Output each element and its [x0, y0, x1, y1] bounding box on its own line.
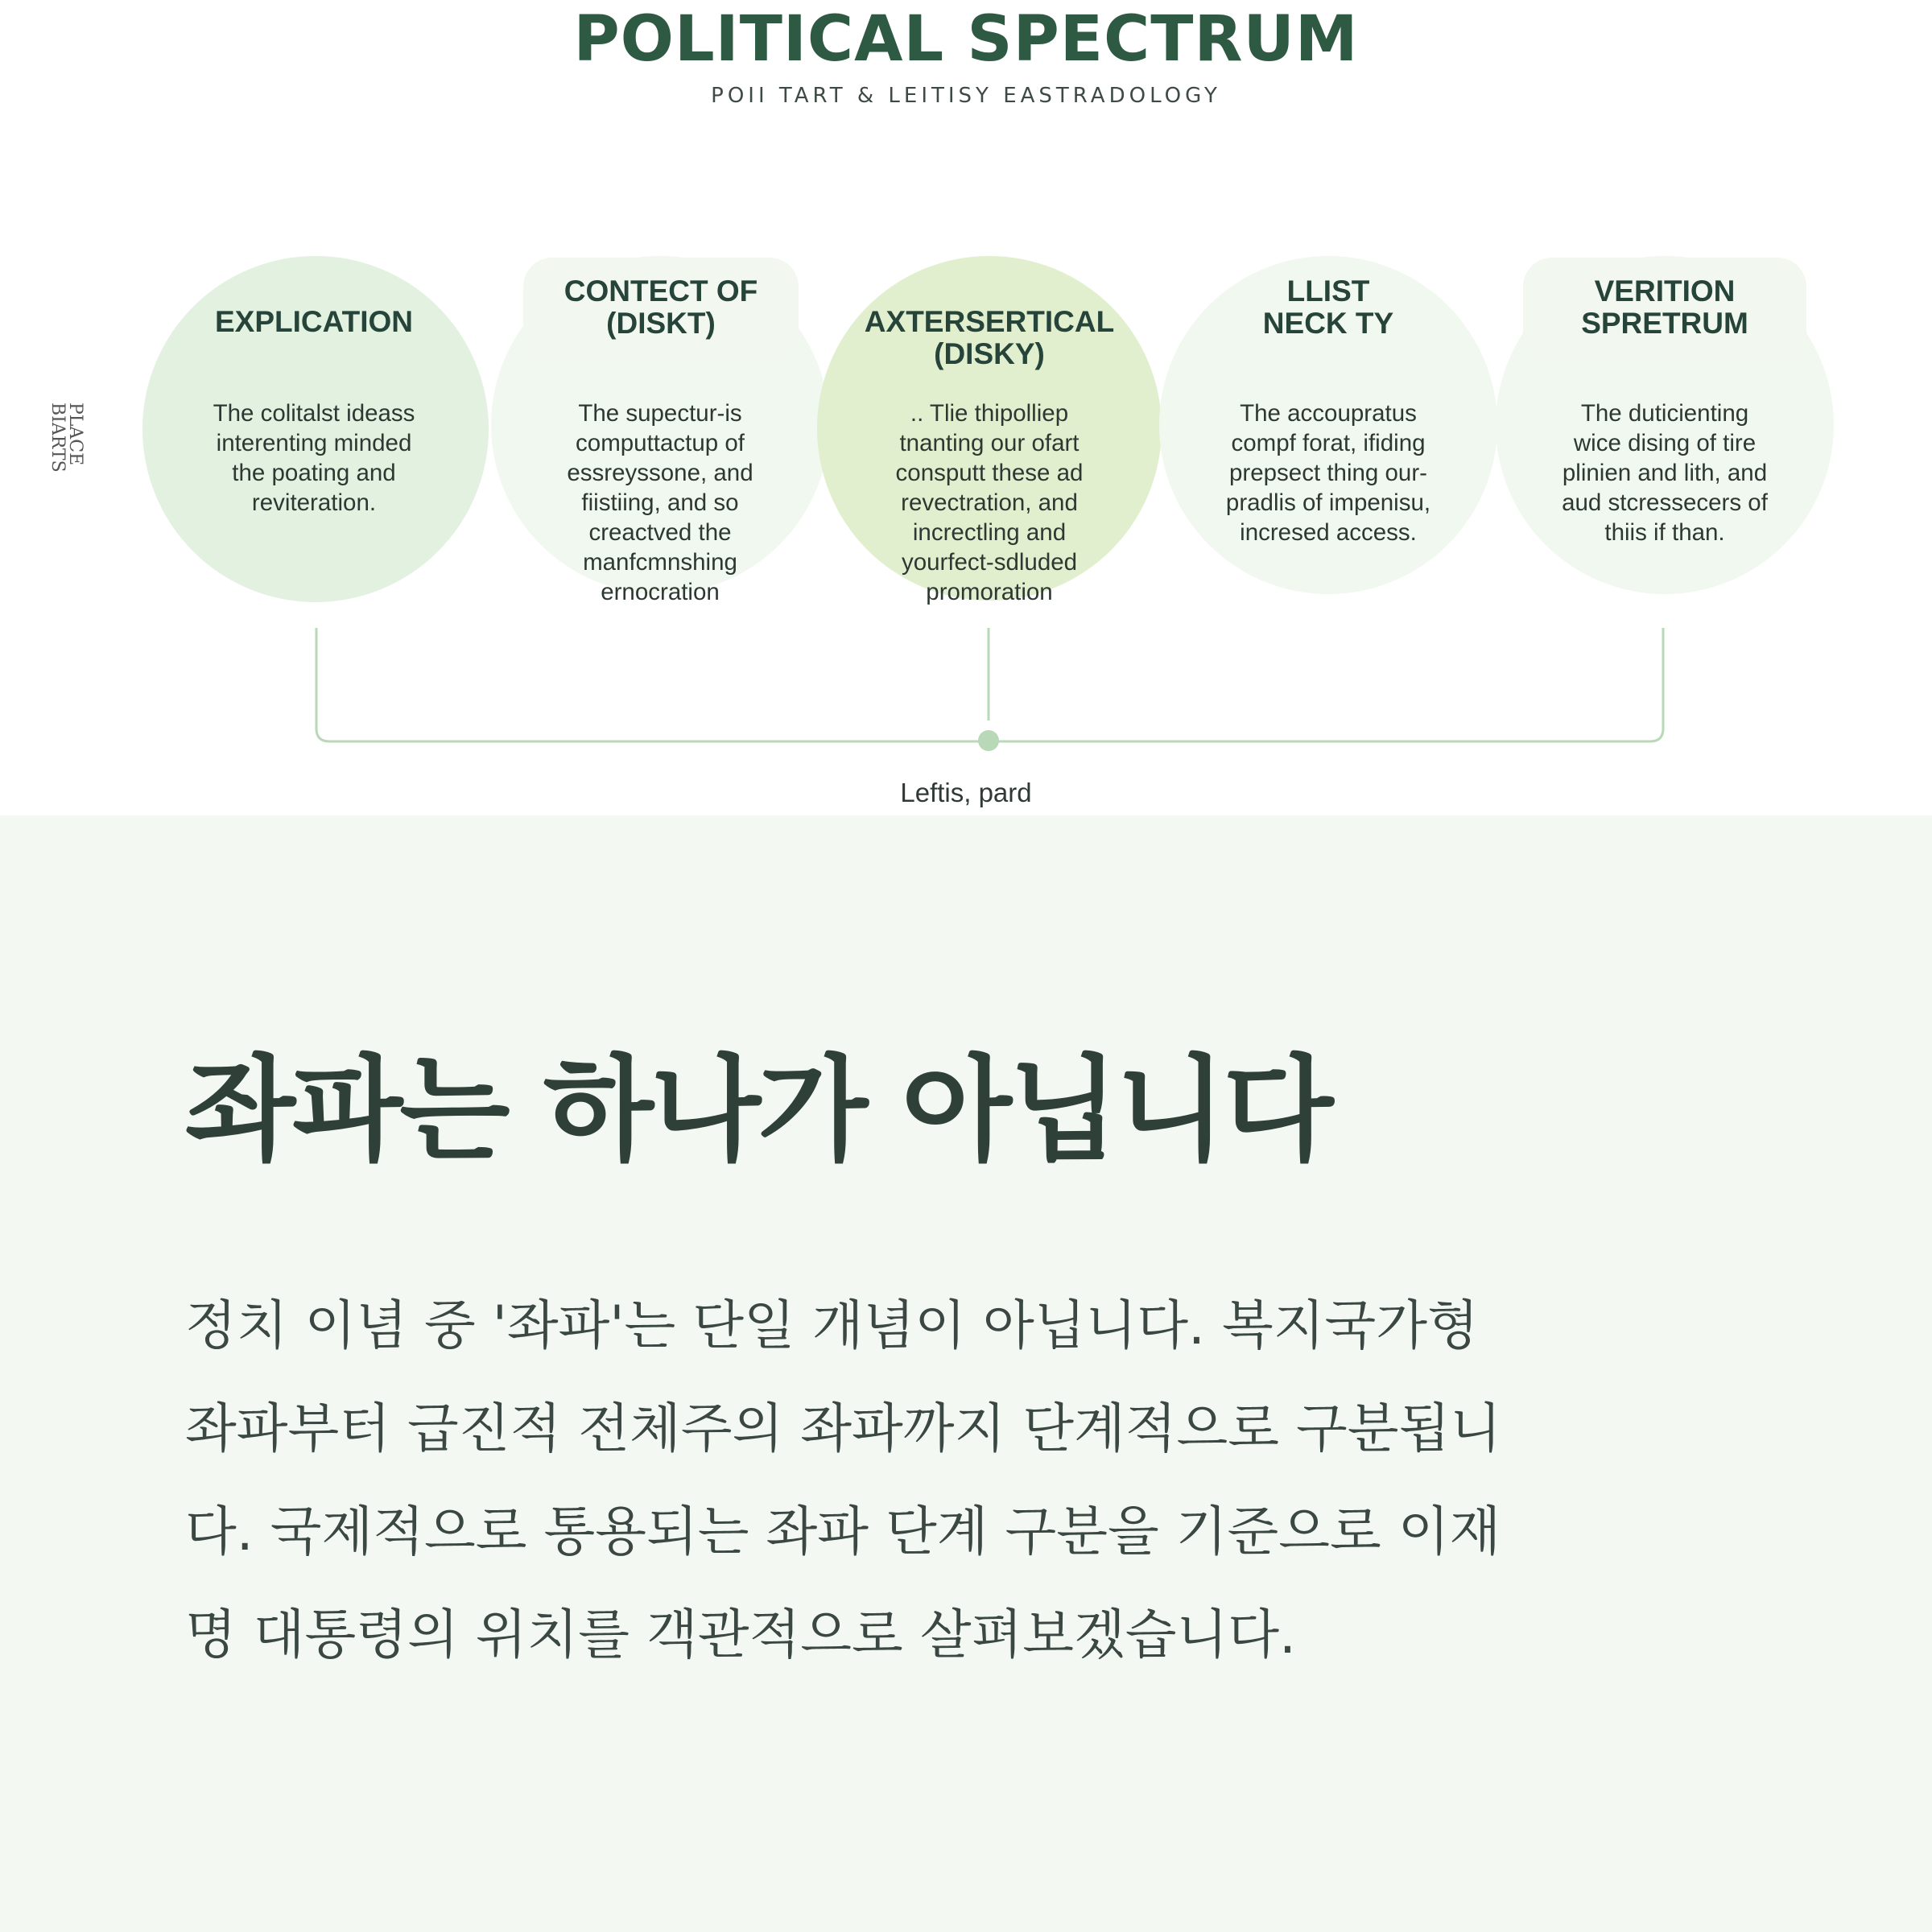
- section-headline: 좌파는 하나가 아닙니다: [185, 1044, 1331, 1177]
- node-body: The accoupratus compf forat, ifiding prepsect thing our- pradlis of impenisu, incresed access.: [1225, 400, 1431, 546]
- paragraph-line: 다. 국제적으로 통용되는 좌파 단계 구분을 기준으로 이재: [185, 1501, 1501, 1563]
- connector-node: [978, 730, 999, 751]
- connector-line: [316, 628, 1663, 741]
- node-body: The duticienting wice dising of tire plinien and lith, and aud stcressecers of thiis if than.: [1562, 400, 1768, 546]
- node-body: .. Tlie thipolliep tnanting our ofart consputt these ad revectration, and increctling and yourfect-sdluded promoration: [895, 400, 1084, 605]
- node-title: EXPLICATION: [215, 305, 413, 338]
- node-title: VERITION SPRETRUM: [1581, 275, 1748, 340]
- side-axis-label: PLACE BIARTS: [47, 402, 85, 473]
- axis-label: Leftis, pard: [900, 778, 1032, 807]
- paragraph-line: 좌파부터 급진적 전체주의 좌파까지 단계적으로 구분됩니: [185, 1397, 1502, 1459]
- node-body: The supectur-is computtactup of essreyssone, and fiistiing, and so creactved the manfcmnshing ernocration: [567, 400, 753, 605]
- section-paragraph: [185, 1274, 1731, 1686]
- node-title: LLIST NECK TY: [1262, 275, 1394, 340]
- node-body: The colitalst ideass interenting minded the poating and reviteration.: [213, 400, 415, 516]
- infographic-title: POLITICAL SPECTRUM: [573, 3, 1359, 76]
- paragraph-line: 명 대통령의 위치를 객관적으로 살펴보겠습니다.: [185, 1604, 1297, 1666]
- node-title: AXTERSERTICAL (DISKY): [864, 305, 1115, 370]
- paragraph-line: 정치 이념 중 '좌파'는 단일 개념이 아닙니다. 복지국가형: [185, 1294, 1479, 1356]
- infographic-panel: [0, 0, 1932, 815]
- node-title: CONTECT OF (DISKT): [564, 275, 758, 340]
- infographic-subtitle: POII TART & LEITISY EASTRADOLOGY: [711, 84, 1221, 108]
